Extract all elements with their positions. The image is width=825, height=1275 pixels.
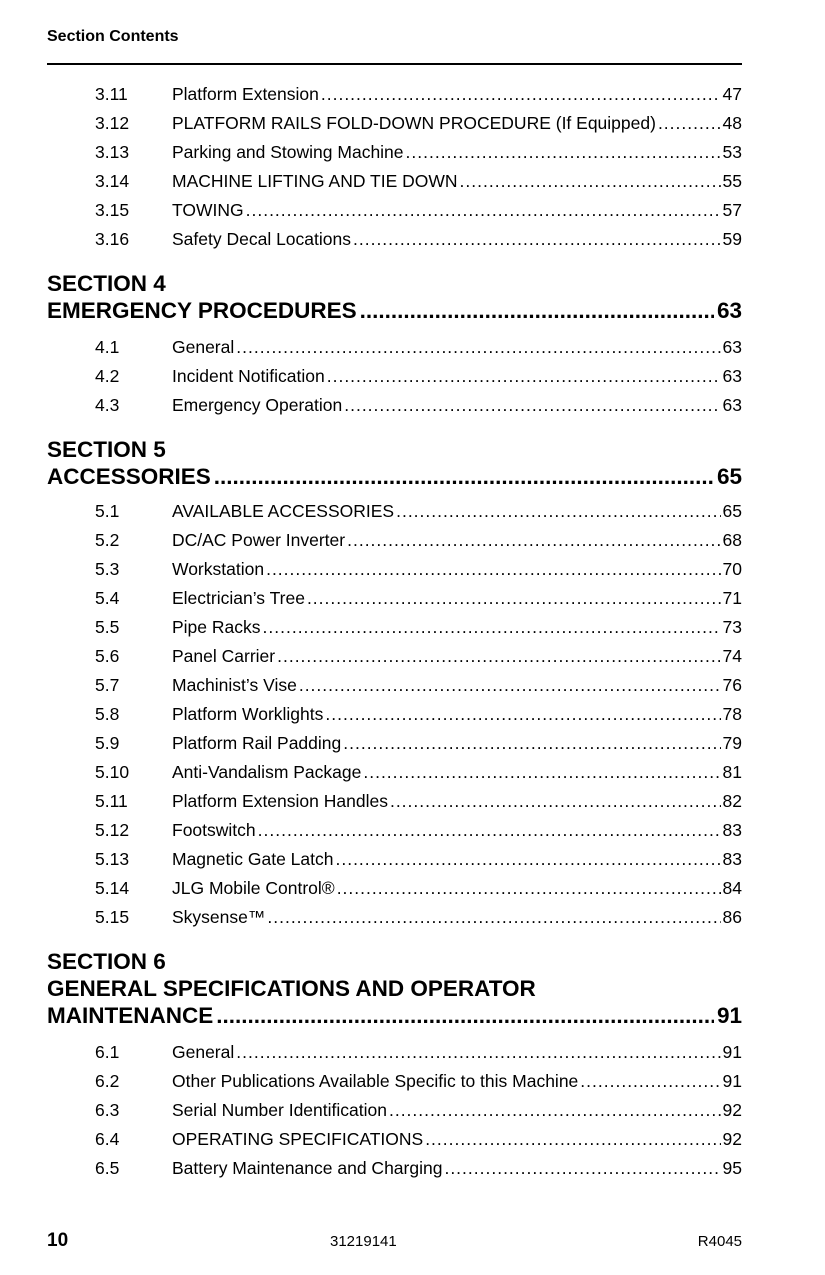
toc-entry[interactable] [95, 1158, 742, 1182]
toc-entry[interactable] [95, 171, 742, 195]
toc-entry-title: Panel Carrier [172, 646, 276, 666]
dot-leader [267, 907, 720, 928]
toc-entry-number: 3.13 [95, 142, 130, 162]
toc-entry-page: 83 [722, 849, 742, 869]
toc-entry-page: 71 [722, 588, 742, 608]
toc-entry-number: 5.11 [95, 791, 128, 811]
toc-entry-title: Serial Number Identification [172, 1100, 387, 1120]
toc-entry-number: 5.3 [95, 559, 120, 579]
toc-entry[interactable] [95, 617, 742, 641]
toc-entry[interactable] [95, 142, 742, 166]
toc-entry-page: 81 [722, 762, 742, 782]
dot-leader [363, 762, 720, 783]
dot-leader [396, 501, 720, 522]
toc-entry-number: 3.16 [95, 229, 130, 249]
dot-leader [216, 1002, 714, 1029]
toc-entry[interactable] [95, 366, 742, 390]
toc-entry[interactable] [95, 878, 742, 902]
section-heading-line [47, 436, 742, 463]
toc-entry-title: Footswitch [172, 820, 256, 840]
section-heading-text: MAINTENANCE [47, 1003, 214, 1028]
toc-entry-number: 4.1 [95, 337, 120, 357]
toc-entry-page: 92 [722, 1100, 742, 1120]
section-page: 65 [716, 464, 742, 489]
dot-leader [343, 733, 720, 754]
section-heading[interactable] [47, 270, 742, 324]
toc-entry-number: 6.4 [95, 1129, 120, 1149]
dot-leader [335, 849, 720, 870]
section-heading[interactable] [47, 436, 742, 490]
section-heading-text: ACCESSORIES [47, 464, 211, 489]
toc-entry-number: 6.5 [95, 1158, 120, 1178]
toc-entry[interactable] [95, 675, 742, 699]
toc-entry-number: 5.5 [95, 617, 120, 637]
toc-entry-title: PLATFORM RAILS FOLD-DOWN PROCEDURE (If Equipped) [172, 113, 656, 133]
section-heading-text: GENERAL SPECIFICATIONS AND OPERATOR [47, 976, 536, 1001]
section-heading-line [47, 270, 742, 297]
toc-entry[interactable] [95, 733, 742, 757]
toc-entry[interactable] [95, 588, 742, 612]
toc-entry-title: Other Publications Available Specific to this Machine [172, 1071, 579, 1091]
toc-entry[interactable] [95, 704, 742, 728]
toc-entry-title: JLG Mobile Control® [172, 878, 335, 898]
toc-entry-title: Anti-Vandalism Package [172, 762, 362, 782]
toc-entry-number: 5.9 [95, 733, 120, 753]
dot-leader [263, 617, 721, 638]
toc-entry[interactable] [95, 1042, 742, 1066]
toc-entry-number: 3.11 [95, 84, 128, 104]
toc-entry-page: 63 [722, 337, 742, 357]
toc-entry-page: 92 [722, 1129, 742, 1149]
section-heading-text: EMERGENCY PROCEDURES [47, 298, 357, 323]
toc-entry-page: 84 [722, 878, 742, 898]
section-heading-line [47, 1002, 742, 1029]
toc-entry-page: 79 [722, 733, 742, 753]
section-heading-text: SECTION 6 [47, 949, 166, 974]
footer-document-number: 31219141 [330, 1233, 397, 1250]
toc-entry-page: 55 [722, 171, 742, 191]
section-heading-line [47, 948, 742, 975]
toc-entry-number: 5.2 [95, 530, 120, 550]
section-heading-line [47, 463, 742, 490]
toc-entry-title: OPERATING SPECIFICATIONS [172, 1129, 424, 1149]
toc-entry-page: 63 [722, 395, 742, 415]
toc-entry[interactable] [95, 84, 742, 108]
dot-leader [307, 588, 721, 609]
toc-entry-number: 5.8 [95, 704, 120, 724]
toc-entry-page: 91 [722, 1042, 742, 1062]
dot-leader [347, 530, 720, 551]
toc-entry-number: 5.12 [95, 820, 130, 840]
toc-entry-title: Battery Maintenance and Charging [172, 1158, 443, 1178]
dot-leader [389, 1100, 721, 1121]
toc-entry[interactable] [95, 646, 742, 670]
toc-entry[interactable] [95, 501, 742, 525]
toc-entry-title: General [172, 1042, 235, 1062]
toc-entry-title: Platform Extension [172, 84, 319, 104]
section-heading[interactable] [47, 948, 742, 1029]
toc-entry-title: Skysense™ [172, 907, 266, 927]
section-page: 91 [716, 1003, 742, 1028]
toc-entry-title: Pipe Racks [172, 617, 261, 637]
page-header-title: Section Contents [47, 28, 179, 45]
toc-entry-title: Electrician’s Tree [172, 588, 305, 608]
footer-page-number: 10 [47, 1230, 69, 1251]
dot-leader [266, 559, 720, 580]
toc-entry-title: General [172, 337, 235, 357]
dot-leader [277, 646, 720, 667]
toc-entry-number: 4.3 [95, 395, 120, 415]
toc-entry-number: 5.6 [95, 646, 120, 666]
toc-entry-page: 57 [722, 200, 742, 220]
toc-entry[interactable] [95, 113, 742, 137]
toc-entry[interactable] [95, 849, 742, 873]
dot-leader [390, 791, 721, 812]
footer-revision: R4045 [697, 1233, 742, 1250]
toc-entry[interactable] [95, 530, 742, 554]
section-page: 63 [716, 298, 742, 323]
toc-entry[interactable] [95, 1100, 742, 1124]
toc-entry[interactable] [95, 1129, 742, 1153]
toc-entry-title: Platform Worklights [172, 704, 324, 724]
toc-entry[interactable] [95, 907, 742, 931]
toc-entry-title: Platform Rail Padding [172, 733, 342, 753]
dot-leader [246, 200, 721, 221]
dot-leader [360, 297, 714, 324]
toc-entry[interactable] [95, 791, 742, 815]
toc-entry-number: 4.2 [95, 366, 120, 386]
toc-entry-number: 5.4 [95, 588, 120, 608]
toc-entry[interactable] [95, 200, 742, 224]
toc-entry-page: 74 [722, 646, 742, 666]
toc-entry-title: Workstation [172, 559, 265, 579]
toc-entry-number: 3.14 [95, 171, 130, 191]
toc-entry[interactable] [95, 395, 742, 419]
toc-entry-page: 83 [722, 820, 742, 840]
toc-entry-page: 91 [722, 1071, 742, 1091]
toc-entry[interactable] [95, 1071, 742, 1095]
toc-entry-number: 6.3 [95, 1100, 120, 1120]
dot-leader [460, 171, 721, 192]
dot-leader [425, 1129, 720, 1150]
dot-leader [444, 1158, 720, 1179]
toc-entry-number: 5.10 [95, 762, 130, 782]
toc-entry-page: 59 [722, 229, 742, 249]
toc-entry-title: Magnetic Gate Latch [172, 849, 334, 869]
toc-entry[interactable] [95, 559, 742, 583]
toc-entry-page: 68 [722, 530, 742, 550]
toc-entry-page: 48 [722, 113, 742, 133]
toc-entry-number: 3.15 [95, 200, 130, 220]
dot-leader [236, 337, 720, 358]
dot-leader [258, 820, 721, 841]
dot-leader [337, 878, 721, 899]
toc-entry-title: DC/AC Power Inverter [172, 530, 346, 550]
toc-entry-page: 47 [722, 84, 742, 104]
toc-entry-page: 86 [722, 907, 742, 927]
toc-entry-page: 65 [722, 501, 742, 521]
toc-entry[interactable] [95, 762, 742, 786]
toc-entry-page: 63 [722, 366, 742, 386]
toc-entry-page: 76 [722, 675, 742, 695]
toc-entry-title: Incident Notification [172, 366, 325, 386]
dot-leader [353, 229, 721, 250]
toc-entry-title: MACHINE LIFTING AND TIE DOWN [172, 171, 458, 191]
section-heading-line [47, 975, 742, 1002]
dot-leader [236, 1042, 720, 1063]
section-heading-text: SECTION 5 [47, 437, 166, 462]
toc-entry-number: 5.7 [95, 675, 120, 695]
toc-entry-title: Emergency Operation [172, 395, 343, 415]
toc-entry-title: AVAILABLE ACCESSORIES [172, 501, 395, 521]
section-heading-line [47, 297, 742, 324]
dot-leader [327, 366, 721, 387]
toc-entry-page: 82 [722, 791, 742, 811]
dot-leader [580, 1071, 720, 1092]
toc-entry-number: 5.1 [95, 501, 120, 521]
toc-entry-title: Safety Decal Locations [172, 229, 351, 249]
toc-entry-number: 6.1 [95, 1042, 120, 1062]
toc-entry-title: Platform Extension Handles [172, 791, 388, 811]
dot-leader [344, 395, 720, 416]
toc-entry[interactable] [95, 820, 742, 844]
toc-entry-number: 5.13 [95, 849, 130, 869]
toc-entry-page: 70 [722, 559, 742, 579]
toc-entry-number: 5.14 [95, 878, 130, 898]
toc-entry[interactable] [95, 337, 742, 361]
toc-entry-page: 73 [722, 617, 742, 637]
toc-entry[interactable] [95, 229, 742, 253]
dot-leader [214, 463, 714, 490]
toc-entry-title: Machinist’s Vise [172, 675, 297, 695]
toc-entry-page: 53 [722, 142, 742, 162]
dot-leader [299, 675, 721, 696]
toc-entry-number: 5.15 [95, 907, 130, 927]
toc-entry-page: 95 [722, 1158, 742, 1178]
dot-leader [325, 704, 720, 725]
dot-leader [321, 84, 721, 105]
toc-entry-title: Parking and Stowing Machine [172, 142, 404, 162]
toc-entry-title: TOWING [172, 200, 244, 220]
section-heading-text: SECTION 4 [47, 271, 166, 296]
toc-entry-number: 3.12 [95, 113, 130, 133]
dot-leader [406, 142, 721, 163]
dot-leader [658, 113, 721, 134]
toc-entry-number: 6.2 [95, 1071, 120, 1091]
toc-entry-page: 78 [722, 704, 742, 724]
